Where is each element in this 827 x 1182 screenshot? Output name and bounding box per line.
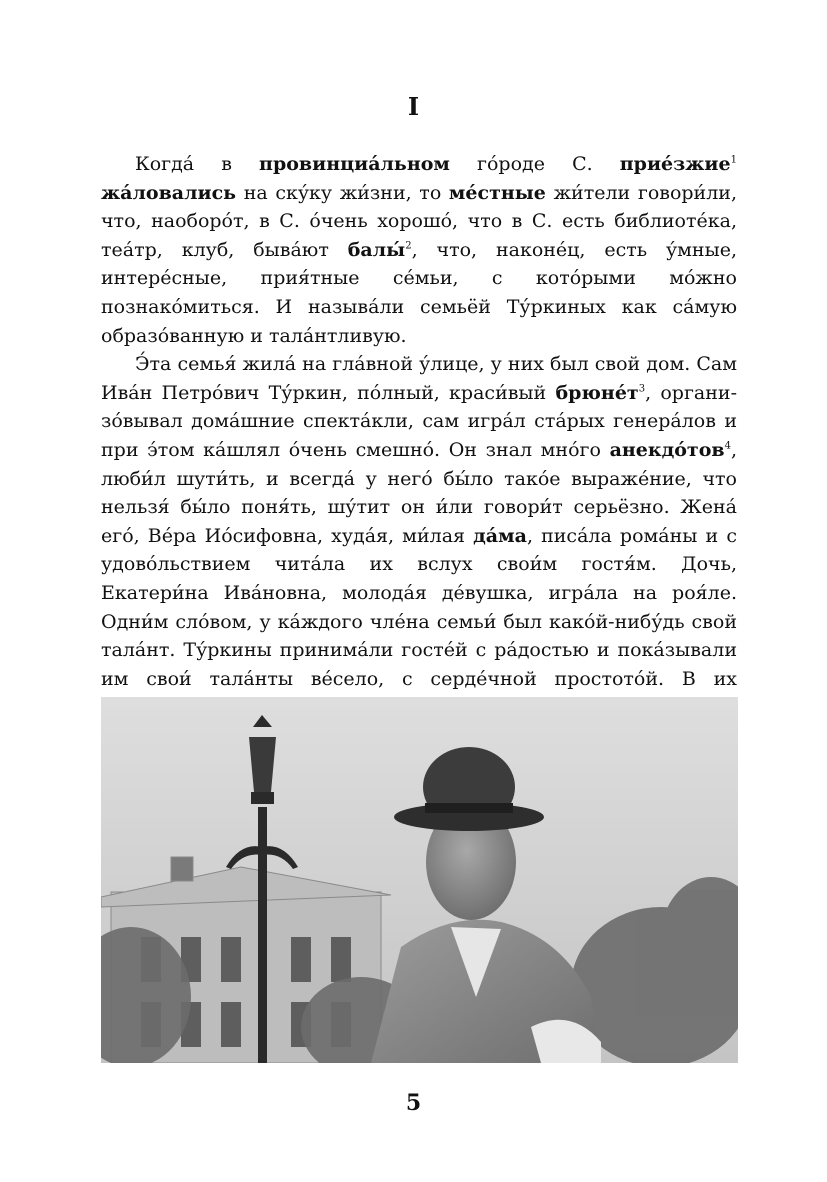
text-run: , писа́ла рома́ны и с удово́льствием чита́ла их вслух свои́м гостя́м. Дочь, Екатери́на Ива́новна, молода́я де́вушка, игра́ла на роя́ле. Одни́м сло́вом, у ка́ждого чле́на семьи́ был како́й-нибу́дь свой тала́нт. Ту́ркины принима́ли госте́й с ра́достью и пока́зывали им свои́ тала́нты ве́село, с серде́чной простото́й. В их bbox=[101, 524, 737, 690]
text-run: на ску́ку жи́зни, то bbox=[236, 181, 449, 204]
footnote-marker: 3 bbox=[638, 383, 646, 395]
film-still-photo bbox=[101, 697, 738, 1063]
text-run: жи́тели говори́ли, что, наоборо́т, в С. о́чень хорошо́, что в С. есть библиоте́ка, теа́тр, клуб, быва́ют bbox=[101, 181, 737, 261]
text-run: го́роде С. bbox=[449, 153, 620, 175]
text-run: , люби́л шути́ть, и всегда́ у него́ бы́ло тако́е выраже́ние, что нельзя́ бы́ло поня́ть, шу́тит он и́ли говори́т серьёзно. Жена́ его́, Ве́ра Ио́сифовна, худа́я, ми́лая bbox=[101, 438, 737, 547]
text-run: , что, наконе́ц, есть у́мные, интере́сные, прия́тные се́мьи, с кото́рыми мо́жно познако́миться. И называ́ли семьёй Ту́ркиных как са́мую образо́ванную и тала́нтливую. bbox=[101, 238, 737, 347]
paragraph-1 bbox=[101, 150, 737, 350]
film-still-illustration bbox=[101, 697, 738, 1063]
vocab-term: да́ма bbox=[473, 524, 527, 547]
vocab-term: балы́ bbox=[347, 238, 406, 261]
footnote-marker: 4 bbox=[724, 440, 731, 452]
vocab-term: брюне́т bbox=[555, 381, 639, 404]
body-text bbox=[101, 150, 737, 750]
vocab-term: жа́ловались bbox=[101, 181, 237, 204]
vocab-term: анекдо́тов bbox=[609, 438, 725, 461]
page-number: 5 bbox=[405, 1090, 422, 1116]
paragraph-2 bbox=[101, 350, 737, 750]
vocab-term: ме́стные bbox=[448, 181, 546, 204]
text-run: Когда́ в bbox=[135, 153, 260, 175]
footnote-marker: 2 bbox=[405, 240, 412, 252]
vocab-term: провинциа́льном bbox=[259, 153, 450, 175]
footnote-marker: 1 bbox=[730, 154, 737, 166]
vocab-term: прие́зжие bbox=[619, 153, 731, 175]
text-run: Э́та семья́ жила́ на гла́вной у́лице, у них был свой дом. Сам Ива́н Петро́вич Ту́ркин, по́лный, краси́вый bbox=[101, 353, 737, 404]
text-run: , организо́вывал дома́шние спекта́кли, сам игра́л ста́рых генера́лов и при э́том ка́шлял о́чень смешно́. Он знал мно́го bbox=[101, 381, 737, 461]
chapter-heading: I bbox=[407, 92, 420, 121]
